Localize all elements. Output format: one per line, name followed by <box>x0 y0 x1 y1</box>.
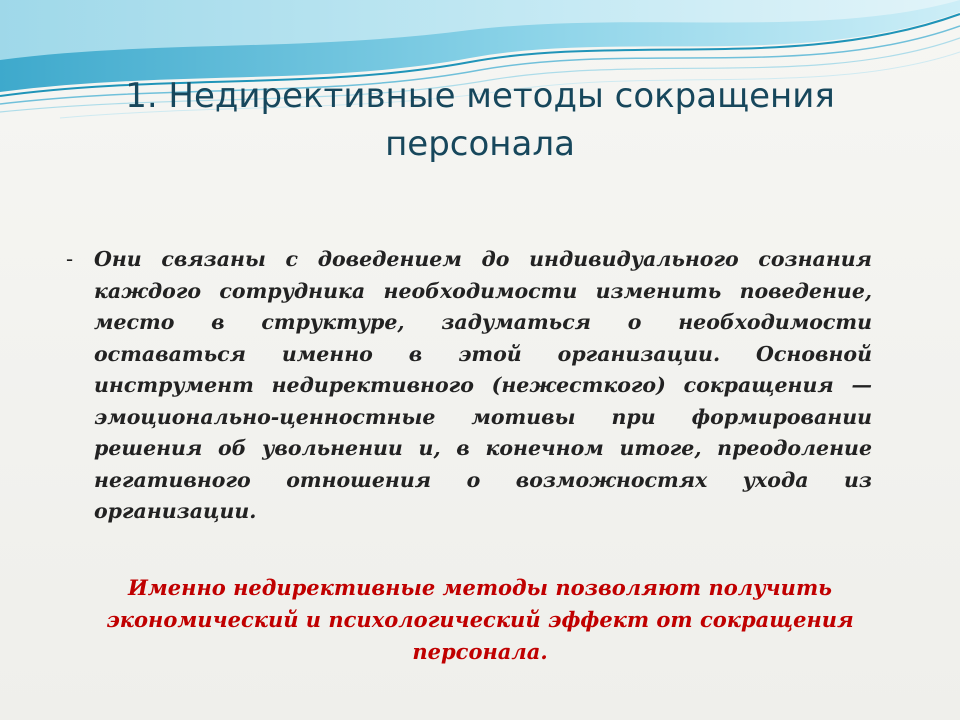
bullet-item <box>66 244 872 528</box>
slide-title <box>60 72 900 168</box>
slide-title-line-2: персонала <box>385 124 575 164</box>
conclusion-highlight: Именно недирективные методы позволяют получить экономический и психологический эффект от сокращения персонала. <box>106 575 854 664</box>
slide-title-line-1: 1. Недирективные методы сокращения <box>125 76 835 116</box>
bullet-dash-marker: - <box>66 247 74 271</box>
bullet-paragraph: Они связаны с доведением до индивидуального сознания каждого сотрудника необходимости изменить поведение, место в структуре, задуматься о необходимости оставаться именно в этой организации. Основной инструмент недирективного (нежесткого) сокращения — эмоционально-ценностные мотивы при формировании решения об увольнении и, в конечном итоге, преодоление негативного отношения о возможностях ухода из организации. <box>94 247 872 523</box>
